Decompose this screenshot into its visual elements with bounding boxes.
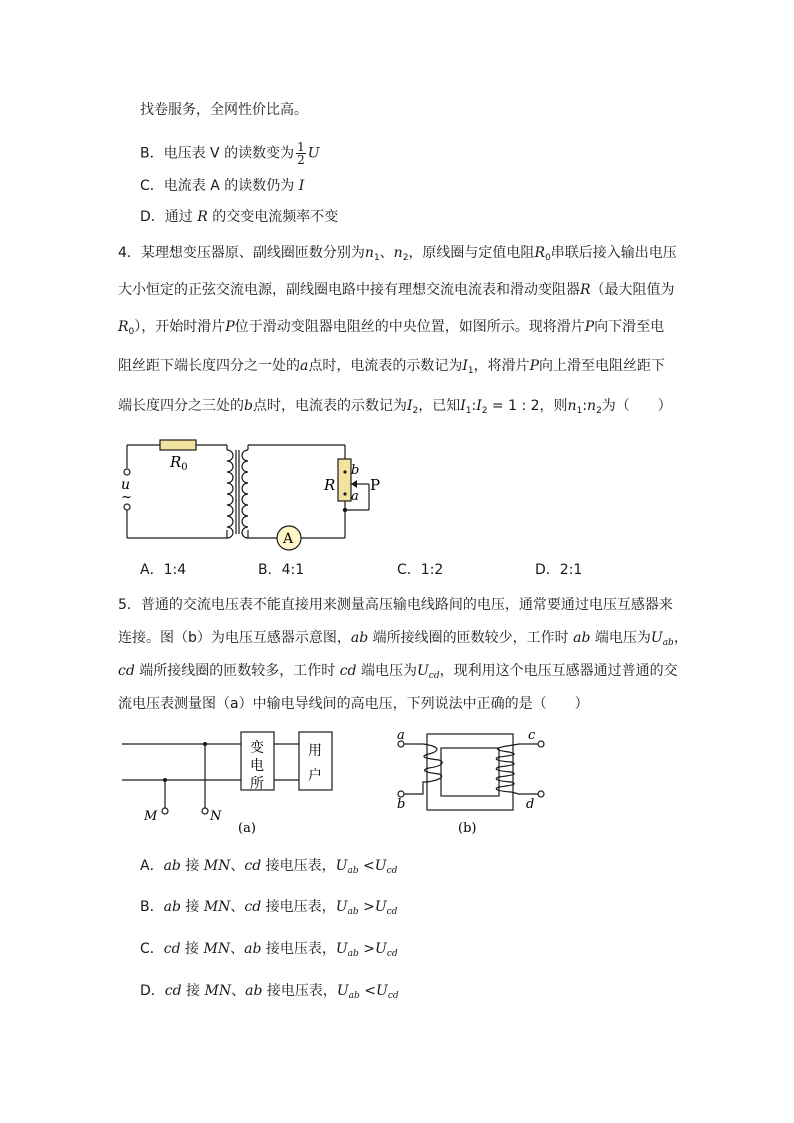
label-a: a [397,728,405,743]
q4-line-5: 端长度四分之三处的b点时，电流表的示数记为$I_2$，已知$I_1:I_2 = 1$ : 2，则$n_1:n_2$为（ ） [118,398,672,416]
core-outer [427,734,513,810]
terminal-n [202,808,208,814]
label-a: a [351,489,359,504]
q5-option-a: A．ab 接 MN、cd 接电压表，$U_{ab} <U_{cd}$ [140,858,398,876]
top-note: 找卷服务，全网性价比高。 [140,102,308,118]
user-char-2: 户 [308,768,322,784]
label-b: b [351,463,360,478]
q4-option-c: C．1:2 [397,562,444,578]
label-n: N [210,809,222,824]
q4-line-1: 4．某理想变压器原、副线圈匝数分别为$n_1$、$n_2$，原线圈与定值电阻$R_0$串联后接入输出电压 [118,245,677,263]
label-tilde: ~ [121,490,132,505]
q5-figure-b [393,728,553,838]
q3-option-b: B．电压表 V 的读数变为 $\frac{1}{2}$ U [140,140,320,167]
q5-line-2: 连接。图（b）为电压互感器示意图，ab 端所接线圈的匝数较少，工作时 ab 端电压为$U_{ab}$， [118,630,688,648]
substation-char-1: 变 [250,740,264,756]
q3-option-d: D．通过 R 的交变电流频率不变 [140,209,339,225]
q4-line-2: 大小恒定的正弦交流电源，副线圈电路中接有理想交流电流表和滑动变阻器R（最大阻值为 [118,282,675,298]
q4-option-a: A．1:4 [140,562,187,578]
q4-line-4: 阻丝距下端长度四分之一处的a点时，电流表的示数记为$I_1$，将滑片P向上滑至电阻丝距下 [118,358,666,376]
caption-b: (b) [458,821,477,836]
q3-option-c: C．电流表 A 的读数仍为 I [140,178,305,194]
secondary-coil-cd [496,744,541,794]
user-char-1: 用 [308,743,322,759]
q5-line-4: 流电压表测量图（a）中输电导线间的高电压，下列说法中正确的是（ ） [118,696,589,712]
q4-option-b: B．4:1 [258,562,305,578]
primary-coil [227,450,233,538]
q4-option-d: D．2:1 [535,562,583,578]
label-d: d [526,797,535,812]
terminal [124,469,130,475]
q5-line-3: cd 端所接线圈的匝数较多，工作时 cd 端电压为$U_{cd}$，现利用这个电压互感器通过普通的交 [118,663,678,681]
fraction-one-half: $\frac{1}{2}$ [297,140,305,167]
core-inner [441,748,499,796]
q5-option-d: D．cd 接 MN、ab 接电压表，$U_{ab} <U_{cd}$ [140,983,399,1001]
q4-line-3: $R_0$），开始时滑片P位于滑动变阻器电阻丝的中央位置，如图所示。现将滑片P向下滑至电 [118,319,665,337]
q4-circuit-diagram [115,432,381,552]
primary-coil-ab [401,744,442,794]
q5-line-1: 5．普通的交流电压表不能直接用来测量高压输电线路间的电压，通常要通过电压互感器来 [118,597,673,613]
substation-char-3: 所 [250,776,264,792]
q5-option-b: B．ab 接 MN、cd 接电压表，$U_{ab} >U_{cd}$ [140,899,398,917]
label-m: M [144,809,158,824]
slider-arrow [351,480,357,488]
label-c: c [528,728,536,743]
resistor-r0 [160,440,196,450]
label-u: u [121,477,131,493]
q5-figure-a [120,728,345,838]
label-r0: $R_0$ [170,453,188,473]
secondary-coil [242,450,248,538]
label-b: b [397,797,406,812]
label-ammeter-a: A [283,531,294,547]
caption-a: (a) [238,821,256,836]
label-r: R [324,476,336,494]
q5-option-c: C．cd 接 MN、ab 接电压表，$U_{ab} >U_{cd}$ [140,941,398,959]
terminal-m [162,808,168,814]
substation-char-2: 电 [250,758,264,774]
label-p: P [370,476,381,494]
